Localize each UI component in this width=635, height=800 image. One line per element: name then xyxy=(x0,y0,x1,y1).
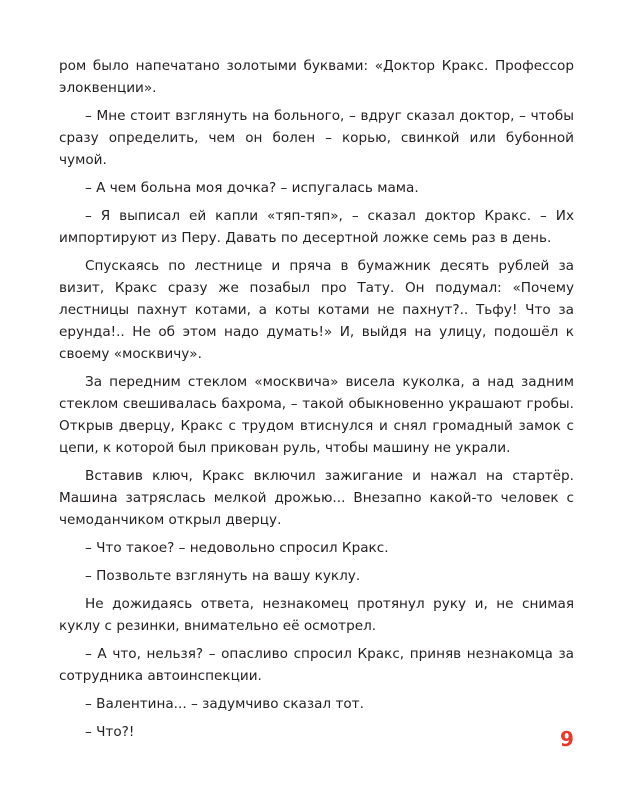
paragraph-11: – А что, нельзя? – опасливо спросил Кракс, приняв незнакомца за сотрудника автоинспекции. xyxy=(59,646,574,684)
paragraph-10: Не дожидаясь ответа, незнакомец протянул руку и, не снимая куклу с резинки, внимательно её осмотрел. xyxy=(59,596,574,634)
paragraph-8: – Что такое? – недовольно спросил Кракс. xyxy=(85,540,389,556)
paragraph-6: За передним стеклом «москвича» висела куколка, а над задним стеклом свешивалась бахрома, – такой обыкновенно украшают гробы. Открыв дверцу, Кракс с трудом втиснулся и снял громадный замок с цепи, к которой был прикован руль, чтобы машину не украли. xyxy=(59,374,574,456)
paragraph-5: Спускаясь по лестнице и пряча в бумажник десять рублей за визит, Кракс сразу же позабыл про Тату. Он подумал: «Почему лестницы пахнут котами, а коты котами не пахнут?.. Тьфу! Что за ерунда!.. Не об этом надо думать!» И, выйдя на улицу, подошёл к своему «москвичу». xyxy=(59,258,574,362)
paragraph-7: Вставив ключ, Кракс включил зажигание и нажал на стартёр. Машина затряслась мелкой дрожью... Внезапно какой-то человек с чемоданчиком открыл дверцу. xyxy=(59,468,574,528)
paragraph-12: – Валентина... – задумчиво сказал тот. xyxy=(85,696,364,712)
paragraph-1: ром было напечатано золотыми буквами: «Доктор Кракс. Профессор элоквенции». xyxy=(59,58,574,96)
paragraph-13: – Что?! xyxy=(85,724,135,740)
paragraph-4: – Я выписал ей капли «тяп-тяп», – сказал доктор Кракс. – Их импортируют из Перу. Давать по десертной ложке семь раз в день. xyxy=(59,208,574,246)
paragraph-2: – Мне стоит взглянуть на больного, – вдруг сказал доктор, – чтобы сразу определить, чем он болен – корью, свинкой или бубонной чумой. xyxy=(59,108,574,168)
page-number: 9 xyxy=(560,727,574,751)
page-text xyxy=(59,55,574,749)
paragraph-3: – А чем больна моя дочка? – испугалась мама. xyxy=(85,180,419,196)
paragraph-9: – Позвольте взглянуть на вашу куклу. xyxy=(85,568,361,584)
